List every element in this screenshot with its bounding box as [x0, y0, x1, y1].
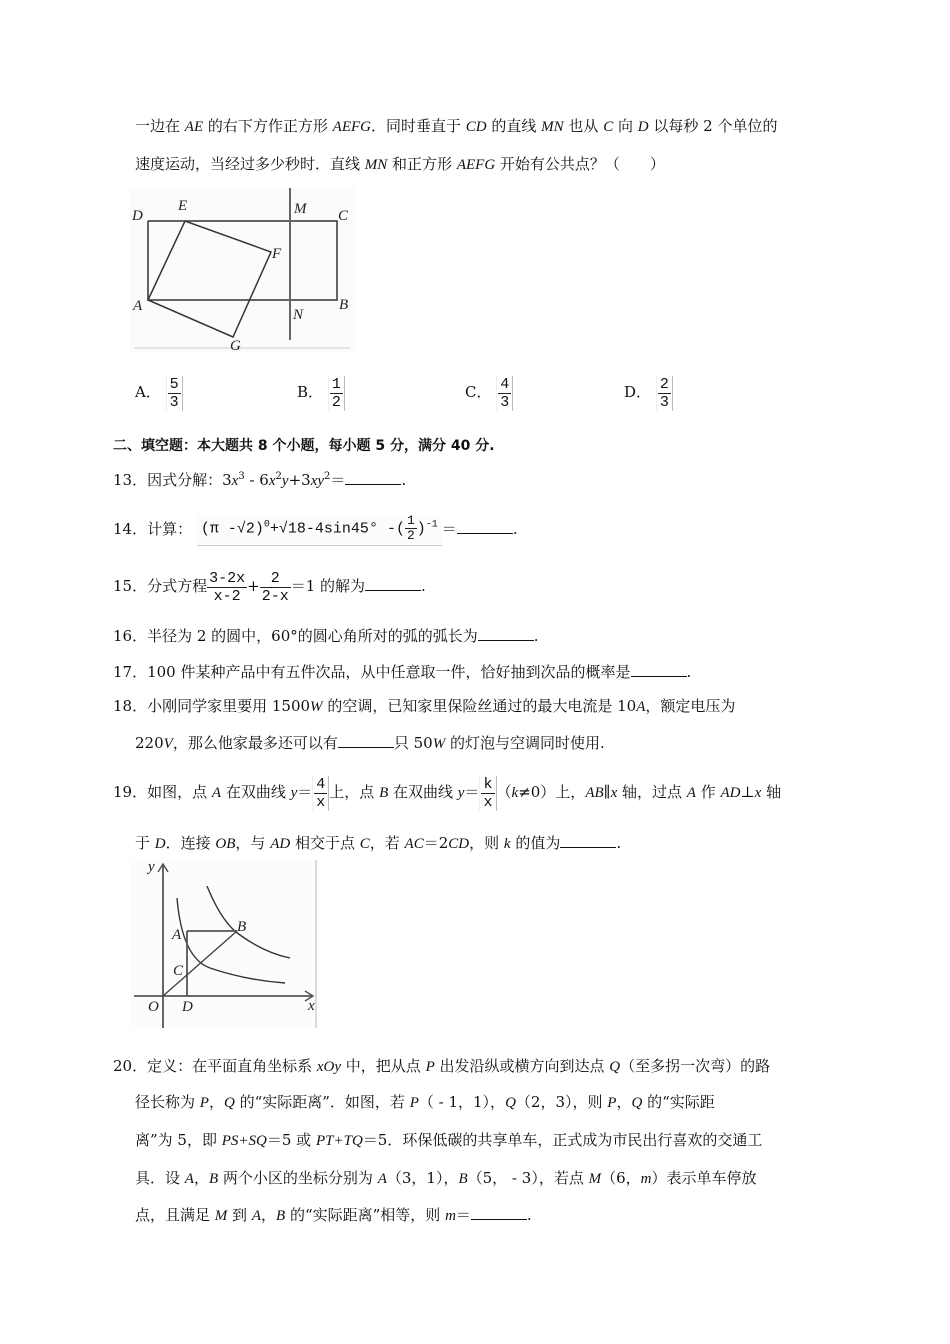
svg-text:N: N	[293, 307, 304, 323]
q15: 15．分式方程 $\frac{3-2x}{x-2}$ + $\frac{2}{2-x}$ ＝1 的解为 .	[113, 569, 426, 605]
q12-option-b[interactable]: B． $\frac{1}{2}$	[297, 372, 345, 412]
q14-formula: (π -√2)$^0$+√18-4sin45° -( $\frac{1}{2}$ )$^{-1}$	[197, 514, 442, 545]
q12-option-a[interactable]: A． $\frac{5}{3}$	[135, 372, 183, 412]
q12-text-line2: 速度运动，当经过多少秒时．直线 MN 和正方形 AEFG 开始有公共点？（ ）	[135, 155, 665, 173]
svg-text:F: F	[272, 246, 282, 262]
svg-text:B: B	[237, 919, 247, 935]
q19-line1: 19．如图，点 A 在双曲线 y＝ $\frac{4}{x}$ 上，点 B 在双曲线 y＝ $\frac{k}{x}$ （k≠0）上，AB∥x 轴，过点 A 作 AD⊥x 轴	[113, 775, 782, 811]
q17-answer-blank[interactable]	[631, 662, 687, 677]
q12-geometry-figure	[130, 188, 355, 353]
q13-answer-blank[interactable]	[345, 470, 401, 485]
section-2-heading: 二、填空题：本大题共 8 个小题，每小题 5 分，满分 40 分.	[113, 438, 495, 454]
svg-text:C: C	[338, 208, 349, 224]
q20-answer-blank[interactable]	[471, 1205, 527, 1220]
q18-answer-blank[interactable]	[338, 733, 394, 748]
svg-text:x: x	[308, 998, 315, 1014]
q20-line2: 径长称为 P，Q 的“实际距离”．如图，若 P（ - 1，1），Q（2，3），则 P，Q 的“实际距	[135, 1093, 715, 1111]
svg-text:D: D	[182, 999, 193, 1015]
svg-text:G: G	[230, 338, 241, 353]
q16: 16．半径为 2 的圆中，60°的圆心角所对的弧的弧长为 .	[113, 627, 539, 645]
q20-line3: 离”为 5，即 PS+SQ＝5 或 PT+TQ＝5．环保低碳的共享单车，正式成为市民出行喜欢的交通工	[135, 1131, 763, 1149]
q12-option-d[interactable]: D． $\frac{2}{3}$	[624, 372, 673, 412]
q19-hyperbola-figure	[130, 858, 320, 1030]
svg-text:M: M	[294, 201, 307, 217]
q15-answer-blank[interactable]	[365, 576, 421, 591]
q17: 17．100 件某种产品中有五件次品，从中任意取一件，恰好抽到次品的概率是 .	[113, 663, 692, 681]
svg-text:E: E	[178, 198, 188, 214]
svg-text:D: D	[132, 208, 143, 224]
q18-line2: 220V，那么他家最多还可以有 只 50W 的灯泡与空调同时使用.	[135, 734, 605, 752]
q20-line1: 20．定义：在平面直角坐标系 xOy 中，把从点 P 出发沿纵或横方向到达点 Q（至多拐一次弯）的路	[113, 1057, 771, 1075]
q14: 14．计算： (π -√2)$^0$+√18-4sin45° -( $\frac{1}{2}$ )$^{-1}$ ＝ .	[113, 514, 518, 546]
svg-text:O: O	[148, 999, 159, 1015]
svg-text:A: A	[133, 298, 143, 314]
q19-line2: 于 D．连接 OB，与 AD 相交于点 C，若 AC＝2CD，则 k 的值为 .	[135, 834, 622, 852]
q12-option-c[interactable]: C． $\frac{4}{3}$	[465, 372, 513, 412]
q19-answer-blank[interactable]	[560, 833, 616, 848]
svg-text:C: C	[173, 963, 184, 979]
svg-text:B: B	[339, 297, 349, 313]
svg-text:y: y	[148, 859, 155, 875]
q18-line1: 18．小刚同学家里要用 1500W 的空调，已知家里保险丝通过的最大电流是 10A，额定电压为	[113, 697, 736, 715]
q13: 13．因式分解：$3x^3 - 6x^2y+3xy^2=$ .	[113, 471, 407, 489]
q16-answer-blank[interactable]	[478, 626, 534, 641]
q14-answer-blank[interactable]	[457, 519, 513, 534]
q20-line5: 点，且满足 M 到 A，B 的“实际距离”相等，则 m＝ .	[135, 1206, 532, 1224]
q12-text-line1: 一边在 AE 的右下方作正方形 AEFG．同时垂直于 CD 的直线 MN 也从 C 向 D 以每秒 2 个单位的	[135, 117, 778, 135]
q20-line4: 具．设 A，B 两个小区的坐标分别为 A（3，1），B（5， - 3），若点 M（6，m）表示单车停放	[135, 1169, 757, 1187]
svg-text:A: A	[172, 927, 182, 943]
